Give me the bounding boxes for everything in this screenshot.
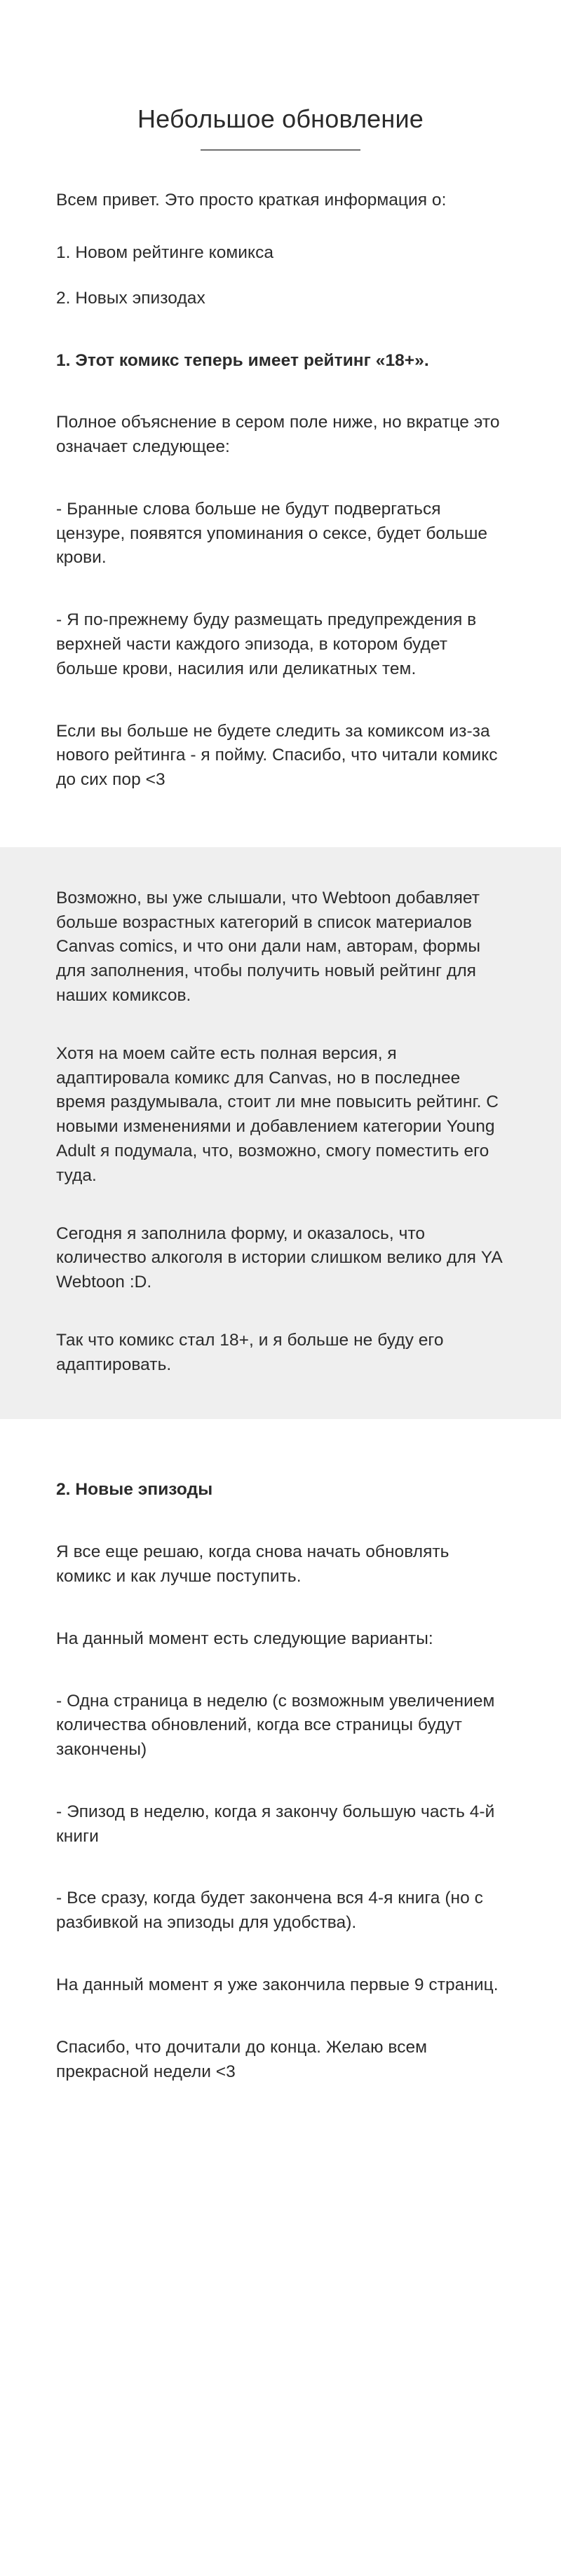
title-divider (201, 149, 360, 151)
grey-box-paragraph-1: Возможно, вы уже слышали, что Webtoon добавляет больше возрастных категорий в список материалов Canvas comics, и что они дали нам, авторам, формы для заполнения, чтобы получить новый рейтинг для наших комиксов. (56, 888, 481, 1006)
episodes-options-lead: На данный момент есть следующие варианты: (56, 1629, 433, 1648)
list-item-2: 2. Новых эпизодах (56, 288, 205, 308)
grey-box-paragraph-2: Хотя на моем сайте есть полная версия, я адаптировала комикс для Canvas, но в последнее время раздумывала, стоит ли мне повысить рейтинг. С новыми изменениями и добавлением категории Young Adult я подумала, что, возможно, смогу поместить его туда. (56, 1043, 499, 1185)
section-heading-episodes: 2. Новые эпизоды (56, 1480, 213, 1500)
title-block (56, 0, 505, 151)
intro-paragraph: Всем привет. Это просто краткая информация о: (56, 191, 447, 210)
rating-bullet-censorship: - Бранные слова больше не будут подвергаться цензуре, появятся упоминания о сексе, будет больше крови. (56, 499, 488, 568)
episodes-paragraph-intro: Я все еще решаю, когда снова начать обновлять комикс и как лучше поступить. (56, 1542, 450, 1586)
rating-thanks-note: Если вы больше не будете следить за комиксом из-за нового рейтинга - я пойму. Спасибо, что читали комикс до сих пор <3 (56, 721, 498, 790)
rating-bullet-warnings: - Я по-прежнему буду размещать предупреждения в верхней части каждого эпизода, в котором будет больше крови, насилия или деликатных тем. (56, 610, 477, 678)
bottom-spacer (56, 2084, 505, 2252)
grey-box-paragraph-3: Сегодня я заполнила форму, и оказалось, что количество алкоголя в истории слишком велико для YA Webtoon :D. (56, 1224, 502, 1292)
episodes-option-3: - Все сразу, когда будет закончена вся 4-я книга (но с разбивкой на эпизоды для удобства). (56, 1889, 483, 1933)
page-title: Небольшое обновление (137, 104, 424, 133)
rating-explanation-intro: Полное объяснение в сером поле ниже, но вкратце это означает следующее: (56, 413, 500, 457)
grey-info-box (0, 847, 561, 1420)
episodes-option-1: - Одна страница в неделю (с возможным увеличением количества обновлений, когда все страницы будут закончены) (56, 1691, 495, 1760)
episodes-progress-note: На данный момент я уже закончила первые 9 страниц. (56, 1975, 499, 1994)
grey-box-paragraph-4: Так что комикс стал 18+, и я больше не буду его адаптировать. (56, 1330, 444, 1374)
closing-thanks: Спасибо, что дочитали до конца. Желаю всем прекрасной недели <3 (56, 2037, 428, 2081)
episodes-option-2: - Эпизод в неделю, когда я закончу большую часть 4-й книги (56, 1802, 495, 1846)
section-heading-rating: 1. Этот комикс теперь имеет рейтинг «18+». (56, 350, 429, 370)
list-item-1: 1. Новом рейтинге комикса (56, 242, 274, 262)
